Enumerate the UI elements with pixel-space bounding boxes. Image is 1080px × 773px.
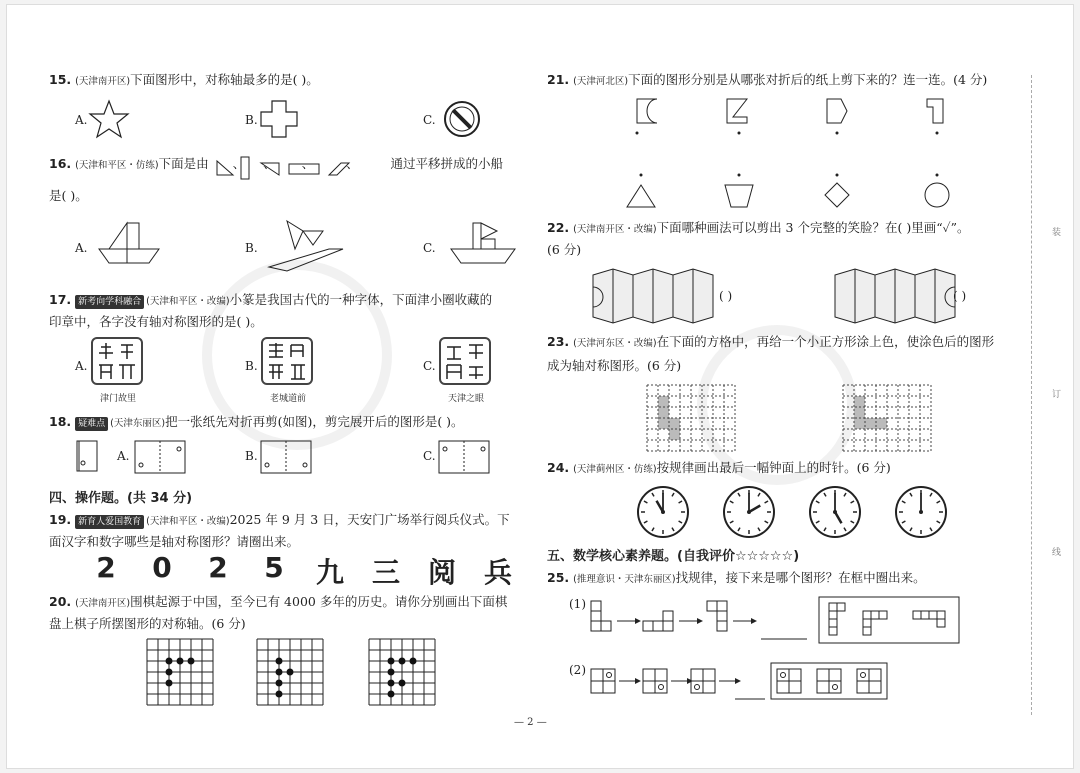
q20-source: (天津南开区) (75, 598, 131, 609)
q25-text: 找规律，接下来是哪个图形？在框中圈出来。 (675, 570, 926, 585)
q19-number: 19. (49, 512, 72, 527)
binding-dashed-line (1031, 75, 1032, 715)
go-stone (388, 680, 395, 687)
q16-option-c-label: C. (423, 241, 436, 255)
shaded-cell (865, 418, 876, 429)
q19-char-5[interactable]: 九 (315, 556, 344, 589)
q17-text-2: 印章中，各字没有轴对称图形的是( )。 (49, 314, 263, 329)
shaded-cell (669, 429, 680, 440)
boat-a-shape (89, 221, 169, 271)
seal-c-glyphs (441, 339, 489, 383)
q23-source: (天津河东区・改编) (573, 338, 657, 349)
q24-number: 24. (547, 460, 570, 475)
go-stone (276, 691, 283, 698)
q18-tag: 疑难点 (75, 417, 108, 431)
q21-text: 下面的图形分别是从哪张对折后的纸上剪下来的？连一连。(4 分) (628, 72, 988, 87)
q25-source: (推理意识・天津东丽区) (573, 574, 676, 585)
go-stone (388, 658, 395, 665)
q19-char-6[interactable]: 三 (371, 556, 400, 589)
q20-text: 围棋起源于中国，至今已有 4000 多年的历史。请你分别画出下面棋 (130, 594, 508, 609)
boat-c-shape (443, 221, 523, 271)
q17-option-a-label: A. (75, 359, 88, 373)
q22-folded-paper-a (591, 267, 721, 323)
clock-4 (896, 487, 946, 537)
q19-char-3[interactable]: 2 (208, 551, 228, 584)
q25-pattern-2[interactable] (587, 661, 897, 703)
q23-grid-b[interactable] (843, 385, 933, 449)
unfolded-b-shape (259, 439, 315, 475)
shaded-cell (669, 418, 680, 429)
go-stone (399, 658, 406, 665)
q19-tag: 新育人爱国教育 (75, 515, 144, 529)
q16-option-a-label: A. (75, 241, 88, 255)
q21-source: (天津河北区) (573, 76, 629, 87)
q20-text-2: 盘上棋子所摆图形的对称轴。(6 分) (49, 616, 246, 631)
q19-text: 2025 年 9 月 3 日，天安门广场举行阅兵仪式。下 (229, 512, 510, 527)
shaded-cell (854, 407, 865, 418)
q16-option-b-label: B. (245, 241, 258, 255)
shaded-cell (876, 418, 887, 429)
question-21 (547, 69, 1017, 93)
q24-text: 按规律画出最后一幅钟面上的时针。(6 分) (656, 460, 891, 475)
q17-text: 小篆是我国古代的一种字体，下面津小圈收藏的 (229, 292, 493, 307)
q22-line-2 (547, 239, 1017, 261)
q18-source: (天津东丽区) (110, 418, 166, 429)
cross-shape (259, 99, 299, 139)
q19-text-2: 面汉字和数字哪些是轴对称图形？请圈出来。 (49, 534, 300, 549)
q17-option-c-label: C. (423, 359, 436, 373)
q17-line-2 (49, 311, 519, 333)
q18-text: 把一张纸先对折再剪(如图)，剪完展开后的图形是( )。 (165, 414, 464, 429)
q20-line-2 (49, 613, 519, 635)
clock-2 (724, 487, 774, 537)
go-stone (276, 669, 283, 676)
q16-text-f: 通过平移拼成的小船 (390, 156, 504, 171)
go-board-2 (257, 639, 323, 705)
shaded-cell (854, 418, 865, 429)
section-4-heading: 四、操作题。(共 34 分) (49, 491, 193, 506)
no-sign-shape (442, 99, 482, 139)
q19-char-4[interactable]: 5 (264, 551, 284, 584)
q17-source: (天津和平区・改编) (146, 296, 230, 307)
side-label-2: 订 (1052, 390, 1062, 400)
seal-b-glyphs (263, 339, 311, 383)
q16-source: (天津和平区・仿练) (75, 160, 159, 171)
shaded-cell (658, 407, 669, 418)
go-stone (399, 680, 406, 687)
worksheet-page (6, 4, 1074, 769)
question-24 (547, 457, 1017, 481)
go-boards[interactable] (147, 639, 487, 705)
q25-sub-1-label: (1) (569, 597, 586, 611)
q19-line-2 (49, 531, 519, 553)
question-20 (49, 591, 519, 615)
go-stone (188, 658, 195, 665)
q23-text-2: 成为轴对称图形。(6 分) (547, 358, 682, 373)
q20-number: 20. (49, 594, 72, 609)
q23-number: 23. (547, 334, 570, 349)
q23-line-2 (547, 355, 1017, 377)
q18-option-a-label: A. (117, 449, 130, 463)
q19-char-2[interactable]: 0 (152, 551, 172, 584)
page-number: — 2 — (514, 717, 547, 728)
q19-char-7[interactable]: 阅 (427, 556, 456, 589)
seal-a-glyphs (93, 339, 141, 383)
clock-3 (810, 487, 860, 537)
q25-number: 25. (547, 570, 570, 585)
go-stone (276, 658, 283, 665)
q17-option-b-label: B. (245, 359, 258, 373)
go-stone (166, 658, 173, 665)
side-label-1: 装 (1052, 228, 1062, 238)
go-stone (388, 669, 395, 676)
q15-number: 15. (49, 72, 72, 87)
question-18 (49, 411, 519, 435)
question-19 (49, 509, 519, 533)
go-stone (166, 669, 173, 676)
q19-char-1[interactable]: 2 (96, 551, 116, 584)
question-23 (547, 331, 1017, 355)
q24-source: (天津蓟州区・仿练) (573, 464, 657, 475)
question-17 (49, 289, 519, 313)
q18-number: 18. (49, 414, 72, 429)
q19-source: (天津和平区・改编) (146, 516, 230, 527)
boat-b-shape (267, 219, 347, 274)
seal-a (91, 337, 143, 385)
q22-source: (天津南开区・改编) (573, 224, 657, 235)
q16-sep-1: 、 (232, 156, 246, 171)
shaded-cell (658, 418, 669, 429)
q19-characters (91, 551, 513, 591)
q22-text: 下面哪种画法可以剪出 3 个完整的笑脸？在( )里画“✓”。 (656, 220, 970, 235)
star-shape (89, 99, 129, 139)
q16-text-a: 下面是由 (158, 156, 209, 171)
shaded-cell (658, 396, 669, 407)
seal-c (439, 337, 491, 385)
q16-sep-2: 、 (263, 156, 276, 171)
question-22 (547, 217, 1017, 241)
q16-text-2: 是( )。 (49, 188, 88, 203)
seal-b (261, 337, 313, 385)
seal-a-caption: 津门故里 (99, 394, 136, 404)
q21-number: 21. (547, 72, 570, 87)
unfolded-c-shape (437, 439, 493, 475)
q15-text: 下面图形中，对称轴最多的是( )。 (130, 72, 319, 87)
seal-c-caption: 天津之眼 (447, 394, 484, 404)
q25-sub-2-label: (2) (569, 663, 586, 677)
clock-1 (638, 487, 688, 537)
q22-folded-paper-b (833, 267, 963, 323)
q21-folded-shapes[interactable] (627, 97, 957, 137)
q23-grid-a[interactable] (647, 385, 737, 449)
go-stone (276, 680, 283, 687)
q16-sep-4: 、 (346, 156, 359, 171)
q15-option-c-label: C. (423, 113, 436, 127)
q16-sep-3: 、 (301, 156, 315, 171)
go-stone (166, 680, 173, 687)
go-stone (177, 658, 184, 665)
question-15 (49, 69, 519, 93)
unfolded-a-shape (133, 439, 189, 475)
go-stone (287, 669, 294, 676)
section-5-heading: 五、数学核心素养题。(自我评价☆☆☆☆☆) (547, 549, 800, 564)
q16-piece-shapes (217, 157, 427, 181)
q24-clocks[interactable] (635, 485, 955, 541)
q15-source: (天津南开区) (75, 76, 131, 87)
go-board-3 (369, 639, 435, 705)
q25-pattern-1[interactable] (587, 595, 967, 647)
go-stone (388, 691, 395, 698)
q22-blank-a[interactable]: ( ) (719, 289, 733, 303)
question-25 (547, 567, 1017, 591)
q17-number: 17. (49, 292, 72, 307)
q15-option-a-label: A. (75, 113, 88, 127)
q22-blank-b[interactable]: ( ) (953, 289, 967, 303)
q18-option-b-label: B. (245, 449, 258, 463)
q16-line-2 (49, 185, 519, 207)
q22-text-2: (6 分) (547, 242, 582, 257)
q16-number: 16. (49, 156, 72, 171)
go-board-1 (147, 639, 213, 705)
q17-tag: 新考向学科融合 (75, 295, 144, 309)
go-stone (410, 658, 417, 665)
seal-b-caption: 老城道前 (269, 394, 306, 404)
q22-number: 22. (547, 220, 570, 235)
folded-paper-shape (75, 439, 103, 475)
q15-option-b-label: B. (245, 113, 258, 127)
q19-char-8[interactable]: 兵 (483, 556, 512, 589)
side-label-3: 线 (1052, 548, 1062, 558)
q18-option-c-label: C. (423, 449, 436, 463)
shaded-cell (854, 396, 865, 407)
q21-full-shapes[interactable] (627, 173, 957, 213)
q23-text: 在下面的方格中，再给一个小正方形涂上色，使涂色后的图形 (656, 334, 995, 349)
